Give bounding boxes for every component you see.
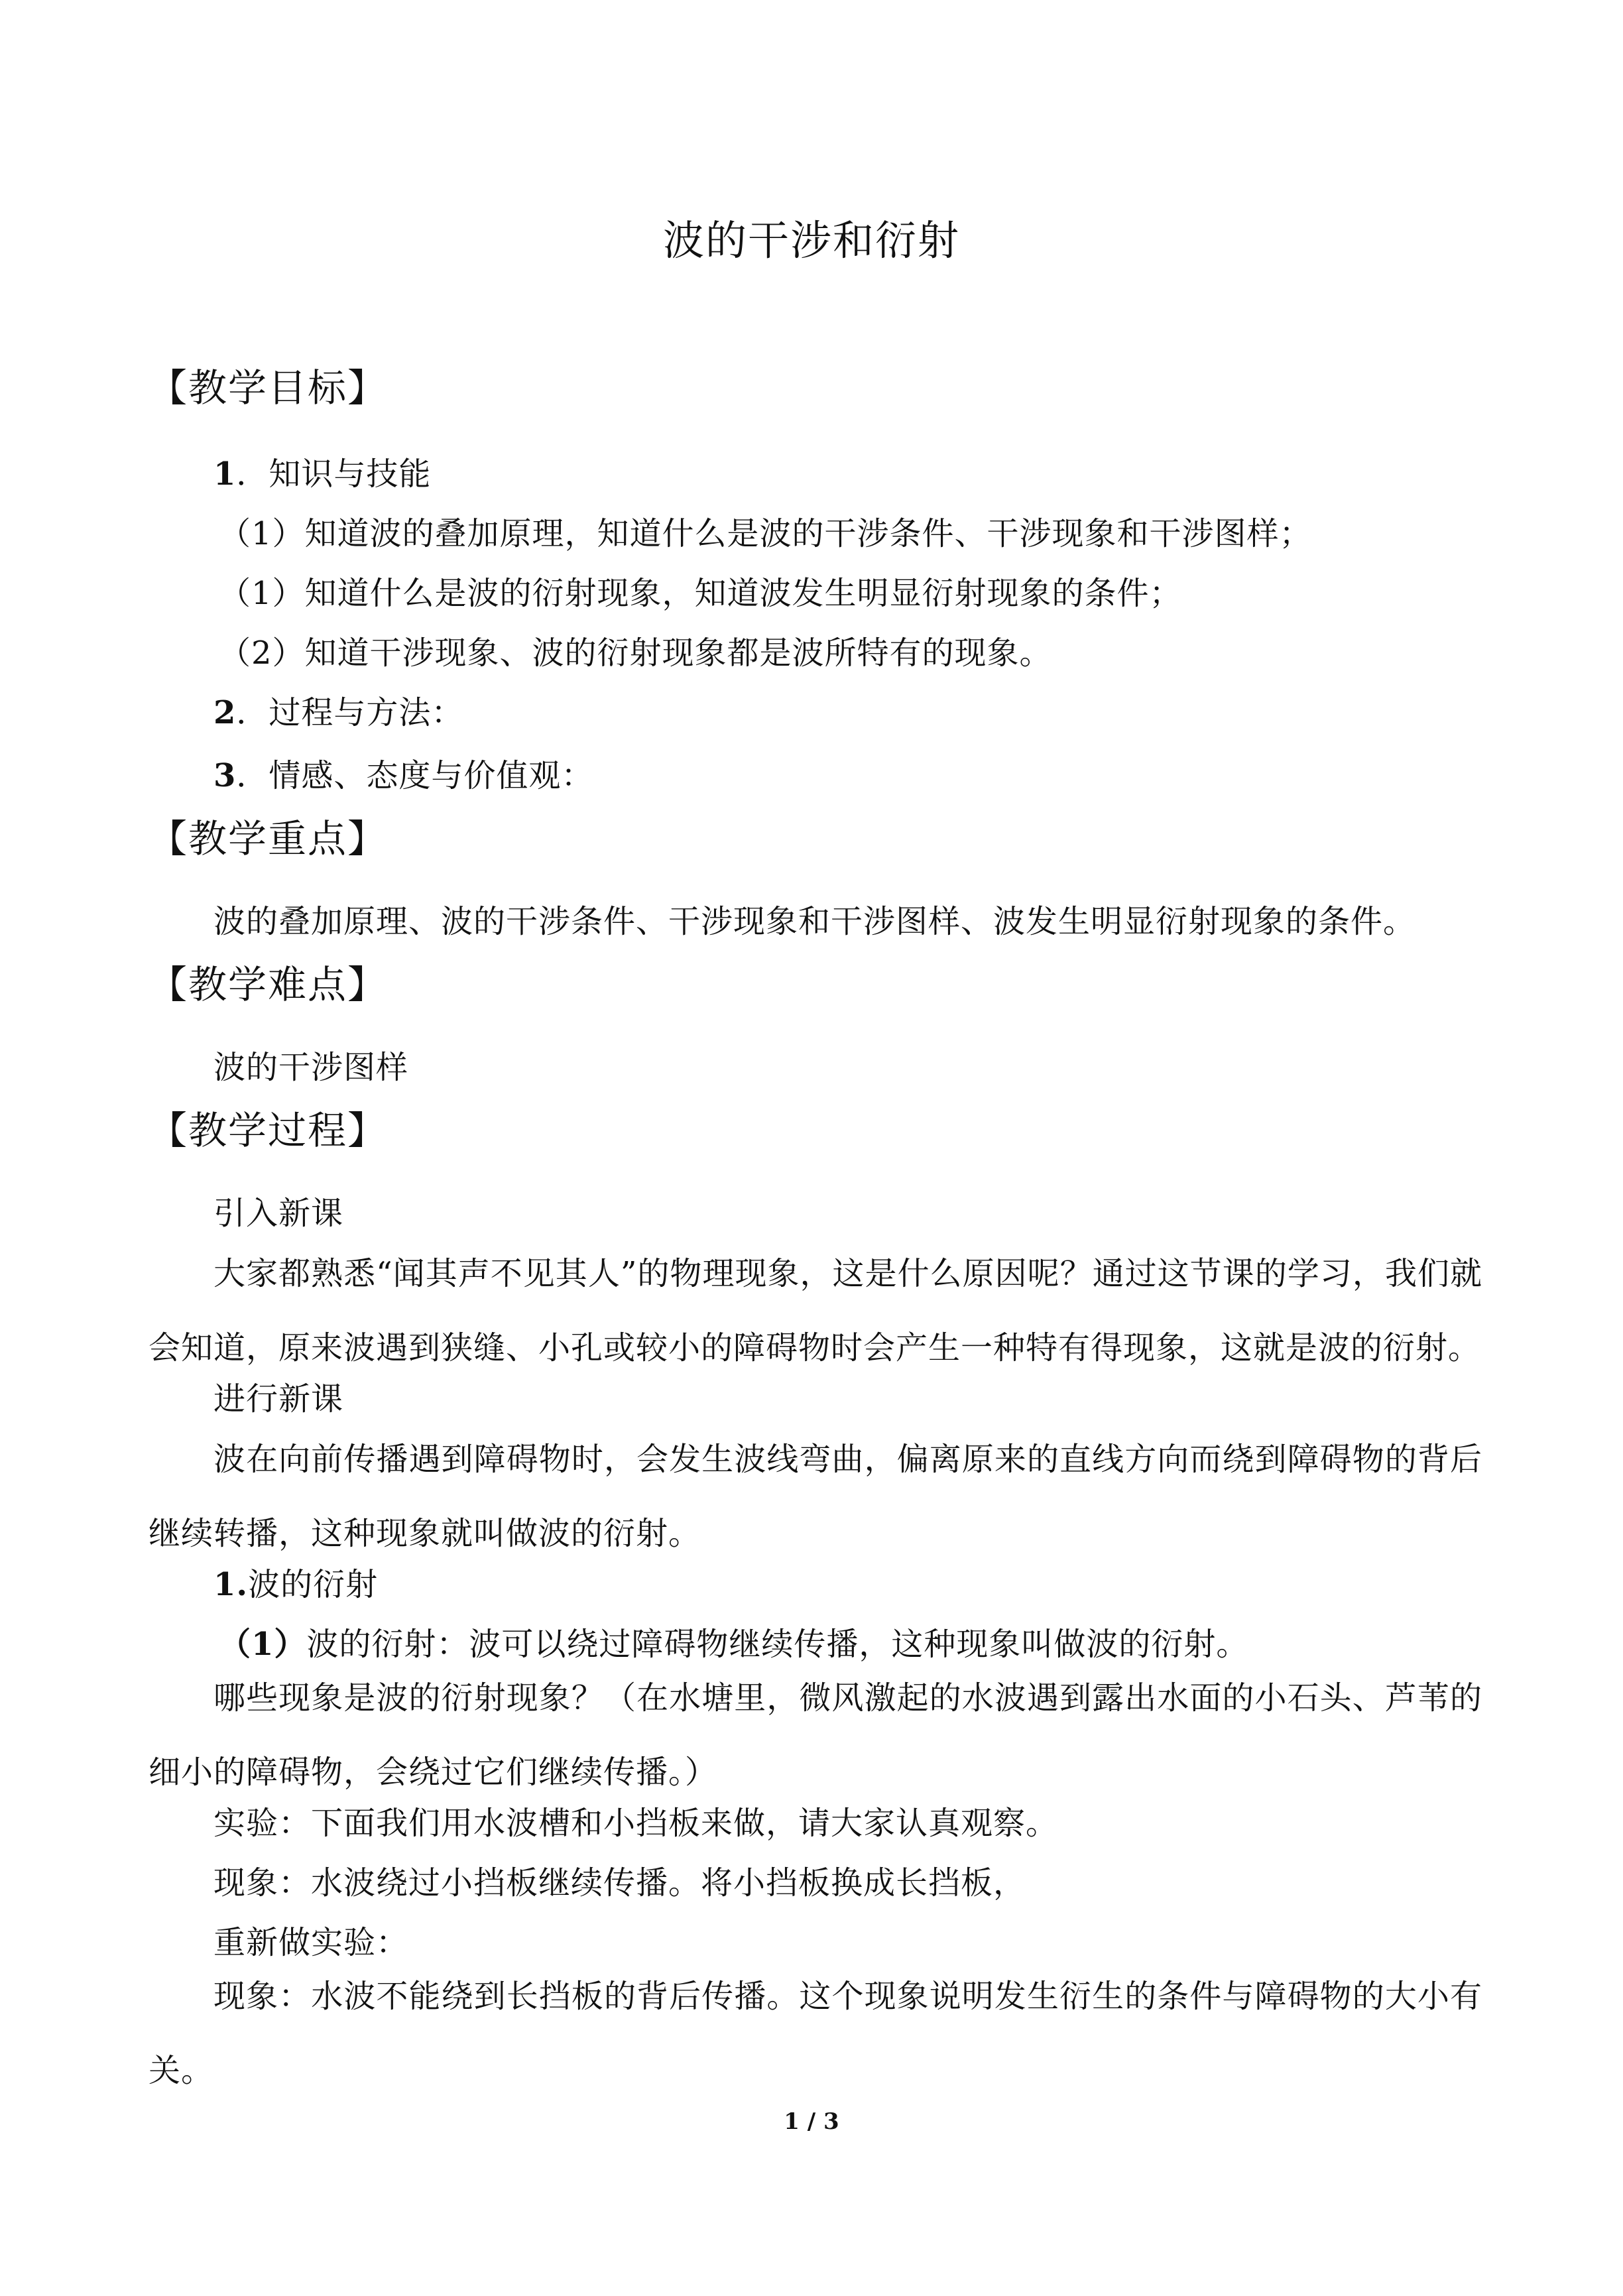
objective-item-3 [213,753,593,799]
objective-item-3-number: 3 [213,757,237,794]
phenomenon-2-paragraph: 现象：水波不能绕到长挡板的背后传播。这个现象说明发生衍生的条件与障碍物的大小有关。 [149,1978,1482,2089]
page-number: 1 / 3 [784,2108,839,2135]
sub-heading-diffraction [213,1561,378,1608]
new-lesson-paragraph: 波在向前传播遇到障碍物时，会发生波线弯曲，偏离原来的直线方向而绕到障碍物的背后继续转播，这种现象就叫做波的衍射。 [149,1441,1482,1552]
objective-item-2-text: ．过程与方法： [236,694,464,731]
objective-item-2 [213,690,463,736]
new-lesson-label: 进行新课 [213,1380,344,1418]
objective-item-2-number: 2 [213,694,237,731]
difficulties-text: 波的干涉图样 [213,1049,409,1086]
intro-paragraph: 大家都熟悉“闻其声不见其人”的物理现象，这是什么原因呢？通过这节课的学习，我们就会知道，原来波遇到狭缝、小孔或较小的障碍物时会产生一种特有得现象，这就是波的衍射。 [149,1255,1482,1366]
objective-item-1 [213,451,431,497]
experiment-line: 实验：下面我们用水波槽和小挡板来做，请大家认真观察。 [213,1805,1059,1842]
objective-sub-2: （1）知道什么是波的衍射现象，知道波发生明显衍射现象的条件； [219,575,1182,612]
objective-item-1-number: 1 [213,455,237,493]
definition-text: 波的衍射：波可以绕过障碍物继续传播，这种现象叫做波的衍射。 [306,1626,1249,1663]
heading-process: 【教学过程】 [149,1108,388,1153]
sub-heading-text: 波的衍射 [248,1566,379,1603]
definition-number: （1） [219,1626,307,1663]
heading-objectives: 【教学目标】 [149,365,388,410]
objective-sub-3: （2）知道干涉现象、波的衍射现象都是波所特有的现象。 [219,634,1052,672]
objective-sub-1: （1）知道波的叠加原理，知道什么是波的干涉条件、干涉现象和干涉图样； [219,515,1312,552]
heading-difficulties: 【教学难点】 [149,962,388,1007]
objective-item-3-text: ．情感、态度与价值观： [236,757,594,794]
heading-key-points: 【教学重点】 [149,816,388,861]
redo-line: 重新做实验： [213,1924,409,1961]
document-title: 波的干涉和衍射 [662,216,960,265]
sub-heading-number: 1. [213,1566,249,1603]
phenomenon-1-line: 现象：水波绕过小挡板继续传播。将小挡板换成长挡板， [213,1864,1026,1902]
objective-item-1-text: ．知识与技能 [236,455,432,493]
key-points-text: 波的叠加原理、波的干涉条件、干涉现象和干涉图样、波发生明显衍射现象的条件。 [213,903,1416,940]
intro-label: 引入新课 [213,1195,344,1232]
question-paragraph: 哪些现象是波的衍射现象？（在水塘里，微风激起的水波遇到露出水面的小石头、芦苇的细小的障碍物，会绕过它们继续传播。） [149,1679,1482,1791]
